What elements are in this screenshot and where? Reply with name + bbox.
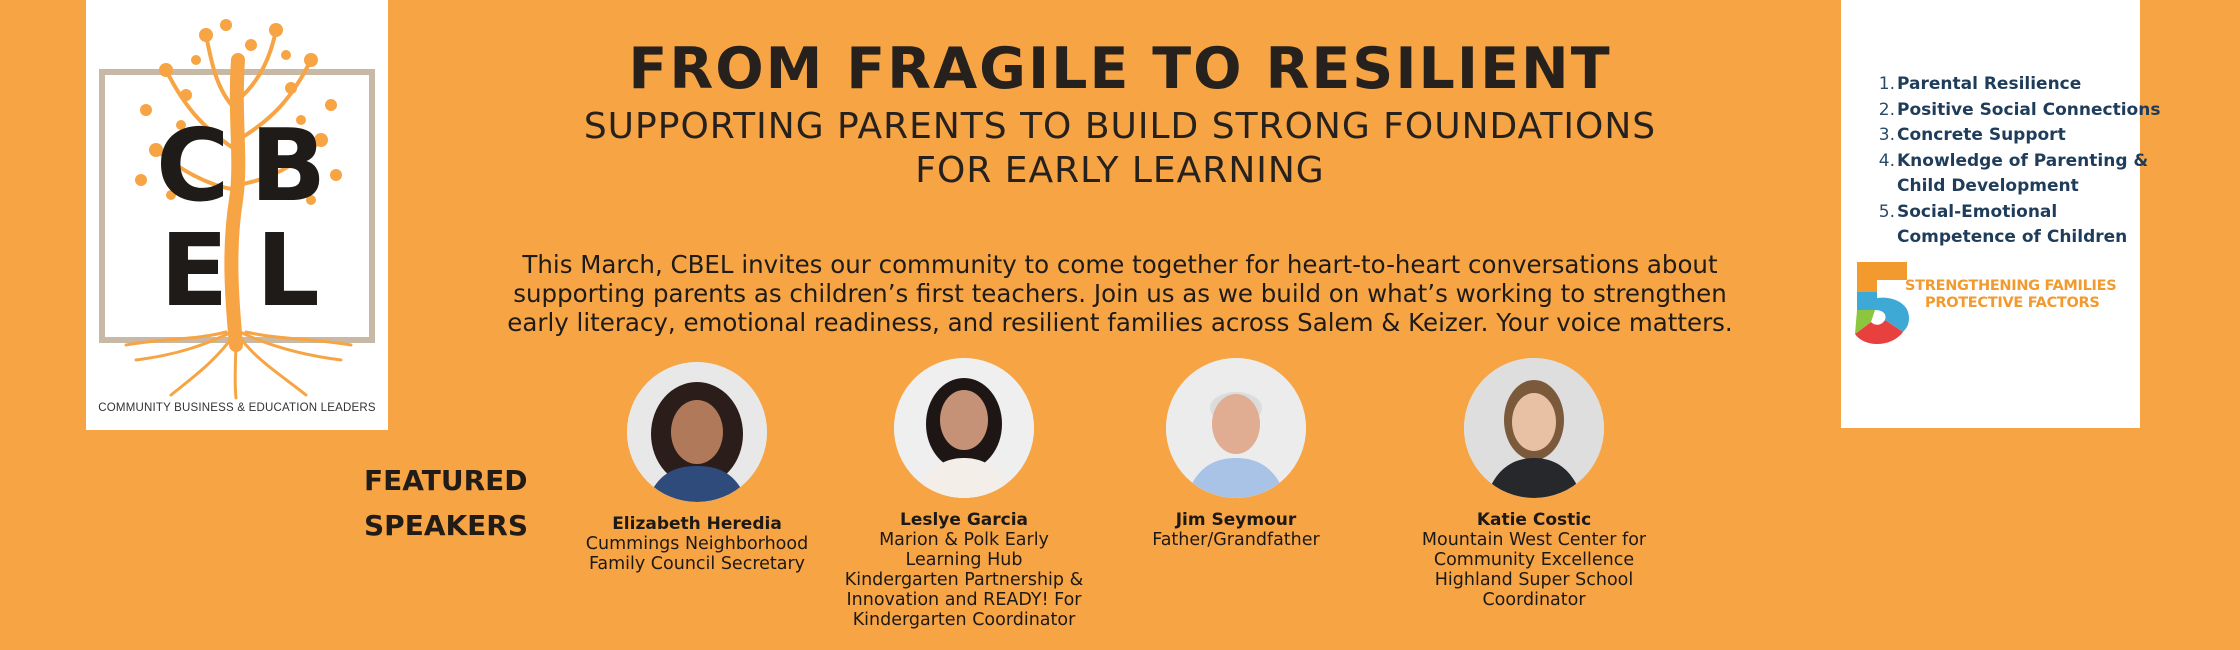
page-title: FROM FRAGILE TO RESILIENT [628, 36, 1612, 102]
speaker-card-katie-costic [1404, 358, 1664, 610]
speaker-role-line: Highland Super School [1434, 570, 1634, 590]
factor-number: 4. [1878, 150, 1895, 171]
factor-line: Positive Social Connections [1897, 99, 2161, 120]
factor-text [1897, 72, 2141, 98]
factor-line: Concrete Support [1897, 125, 2066, 145]
factor-line: Knowledge of Parenting & [1897, 150, 2149, 171]
speaker-role-line: Mountain West Center for [1421, 530, 1647, 550]
description-line-2: supporting parents as children’s first teachers. Join us as we build on what’s working to strengthen [513, 279, 1727, 308]
five-puzzle-icon [1851, 258, 1913, 348]
speaker-role-line: Learning Hub [905, 550, 1023, 570]
sf-label-line-2: PROTECTIVE FACTORS [1925, 295, 2100, 311]
speaker-role-line: Coordinator [1482, 590, 1586, 610]
factor-number: 2. [1878, 99, 1895, 120]
factor-line: Competence of Children [1897, 227, 2128, 247]
featured-label-line-1: FEATURED [364, 464, 528, 497]
factor-number: 3. [1878, 125, 1895, 145]
speaker-photo-jim-seymour [1166, 358, 1306, 498]
logo-letter-e: E [160, 212, 229, 329]
factor-line: Parental Resilience [1897, 74, 2082, 94]
sf-label-line-1: STRENGTHENING FAMILIES [1905, 278, 2117, 294]
factor-text [1897, 200, 2141, 251]
subtitle-line-2: FOR EARLY LEARNING [915, 150, 1325, 191]
five-badge-number: 5 [1881, 318, 1883, 319]
cbel-logo-card [86, 0, 388, 430]
speaker-role-line: Marion & Polk Early [879, 530, 1049, 550]
speaker-card-elizabeth-heredia [567, 362, 827, 574]
speaker-name: Jim Seymour [1175, 510, 1297, 530]
speaker-role-line: Kindergarten Partnership & [844, 570, 1084, 590]
factor-item [1861, 98, 2161, 124]
speaker-card-jim-seymour [1106, 358, 1366, 550]
event-description [440, 250, 1800, 337]
logo-letter-b: B [250, 107, 327, 224]
speaker-role [567, 534, 827, 574]
speaker-role-line: Innovation and READY! For [846, 590, 1082, 610]
speaker-role-line: Father/Grandfather [1152, 530, 1320, 550]
factor-number: 5. [1878, 201, 1895, 222]
featured-speakers-label [364, 458, 544, 548]
speaker-photo-leslye-garcia [894, 358, 1034, 498]
factor-line: Child Development [1897, 176, 2079, 196]
speaker-role-line: Family Council Secretary [588, 554, 806, 574]
speaker-role [1404, 530, 1664, 610]
factor-text [1897, 98, 2161, 124]
logo-letter-c: C [156, 107, 230, 224]
protective-factors-card [1841, 0, 2161, 428]
factor-item [1861, 123, 2141, 149]
speaker-name: Katie Costic [1476, 510, 1592, 530]
speaker-card-leslye-garcia [834, 358, 1094, 630]
protective-factors-list [1861, 72, 2161, 251]
speaker-role [1106, 530, 1366, 550]
featured-label-line-2: SPEAKERS [364, 509, 529, 542]
speaker-name: Leslye Garcia [899, 510, 1029, 530]
logo-letter-l: L [256, 212, 320, 329]
speaker-photo-elizabeth-heredia [627, 362, 767, 502]
factor-text [1897, 123, 2141, 149]
cbel-tree-logo [86, 0, 388, 400]
strengthening-families-label [1905, 278, 2135, 312]
factor-item [1861, 72, 2141, 98]
speaker-photo-katie-costic [1464, 358, 1604, 498]
factor-number: 1. [1878, 74, 1895, 94]
speaker-role [834, 530, 1094, 630]
logo-caption: COMMUNITY BUSINESS & EDUCATION LEADERS [98, 402, 376, 414]
factor-text [1897, 149, 2149, 200]
factor-item [1861, 149, 2149, 200]
description-line-1: This March, CBEL invites our community to come together for heart-to-heart conversations about [522, 250, 1718, 279]
factor-item [1861, 200, 2141, 251]
description-line-3: early literacy, emotional readiness, and resilient families across Salem & Keizer. Your voice matters. [507, 308, 1733, 337]
speaker-name: Elizabeth Heredia [612, 514, 782, 534]
subtitle-line-1: SUPPORTING PARENTS TO BUILD STRONG FOUNDATIONS [583, 106, 1657, 147]
speaker-role-line: Community Excellence [1433, 550, 1635, 570]
speaker-role-line: Cummings Neighborhood [585, 534, 809, 554]
speaker-role-line: Kindergarten Coordinator [852, 610, 1076, 630]
factor-line: Social-Emotional [1897, 201, 2058, 222]
